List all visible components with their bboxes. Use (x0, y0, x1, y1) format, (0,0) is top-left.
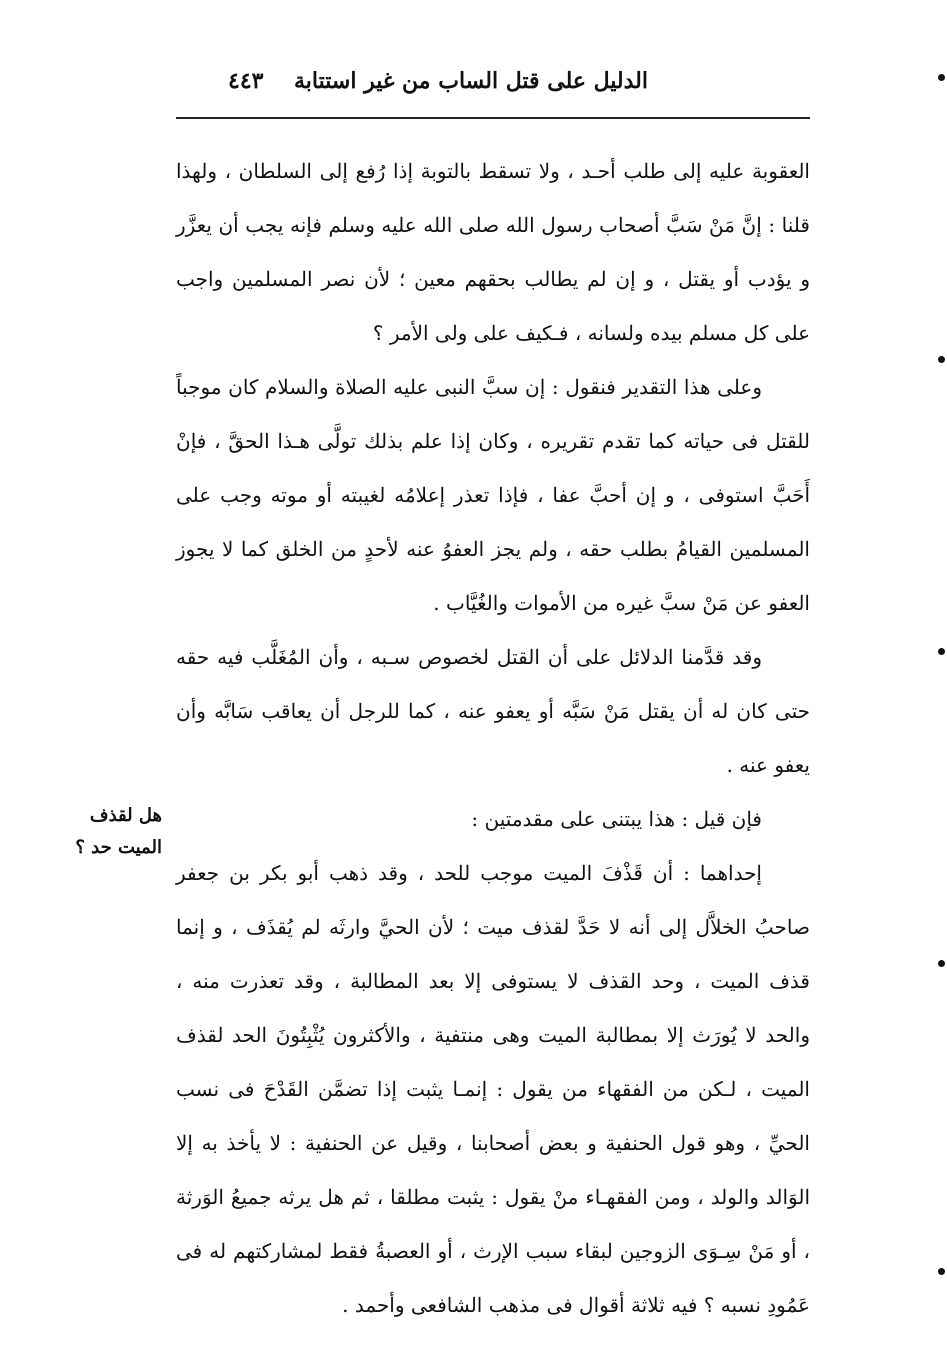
scan-edge-mark (938, 74, 945, 81)
scan-edge-mark (938, 1268, 945, 1275)
body-text (176, 144, 810, 1332)
scan-edge-mark (938, 960, 945, 967)
margin-note-line-2: الميت حد ؟ (75, 837, 162, 858)
header-rule (176, 117, 810, 119)
paragraph-2: وعلى هذا التقدير فنقول : إن سبَّ النبى عليه الصلاة والسلام كان موجباً للقتل فى حياته كما تقدم تقريره ، وكان إذا علم بذلك تولَّى هـذا الحقَّ ، فإنْ أَحَبَّ استوفى ، و إن أحبَّ عفا ، فإذا تعذر إعلامُه لغيبته أو موته وجب على المسلمين القيامُ بطلب حقه ، ولم يجز العفوُ عنه لأحدٍ من الخلق كما لا يجوز العفو عن مَنْ سبَّ غيره من الأموات والغُيَّاب . (176, 375, 810, 615)
scan-edge-mark (938, 648, 945, 655)
page-number: ٤٤٣ (228, 68, 264, 94)
margin-note-line-1: هل لقذف (89, 805, 162, 826)
scan-edge-mark (938, 356, 945, 363)
running-title: الدليل على قتل الساب من غير استتابة (294, 68, 648, 94)
margin-note (62, 800, 162, 864)
paragraph-4: فإن قيل : هذا يبتنى على مقدمتين : (471, 807, 762, 831)
paragraph-3: وقد قدَّمنا الدلائل على أن القتل لخصوص سـبه ، وأن المُغَلَّب فيه حقه حتى كان له أن يقتل مَنْ سَبَّه أو يعفو عنه ، كما للرجل أن يعاقب سَابَّه وأن يعفو عنه . (176, 645, 810, 777)
paragraph-5: إحداهما : أن قَذْفَ الميت موجب للحد ، وقد ذهب أبو بكر بن جعفر صاحبُ الخلاَّل إلى أنه لا حَدَّ لقذف ميت ؛ لأن الحيَّ وارثَه لم يُقذَف ، و إنما قذف الميت ، وحد القذف لا يستوفى إلا بعد المطالبة ، وقد تعذرت منه ، والحد لا يُورَث إلا بمطالبة الميت وهى منتفية ، والأكثرون يُثْبِتُونَ الحد لقذف الميت ، لـكن من الفقهاء من يقول : إنمـا يثبت إذا تضمَّن القَدْحَ فى نسب الحيِّ ، وهو قول الحنفية و بعض أصحابنا ، وقيل عن الحنفية : لا يأخذ به إلا الوَالد والولد ، ومن الفقهـاء منْ يقول : يثبت مطلقا ، ثم هل يرثه جميعُ الوَرثة ، أو مَنْ سِـوَى الزوجين لبقاء سبب الإرث ، أو العصبةُ فقط لمشاركتهم له فى عَمُودِ نسبه ؟ فيه ثلاثة أقوال فى مذهب الشافعى وأحمد . (176, 861, 810, 1317)
running-header (178, 58, 808, 110)
paragraph-1: العقوبة عليه إلى طلب أحـد ، ولا تسقط بالتوبة إذا رُفع إلى السلطان ، ولهذا قلنا : إنَّ مَنْ سَبَّ أصحاب رسول الله صلى الله عليه وسلم فإنه يجب أن يعزَّر و يؤدب أو يقتل ، و إن لم يطالب بحقهم معين ؛ لأن نصر المسلمين واجب على كل مسلم بيده ولسانه ، فـكيف على ولى الأمر ؟ (176, 159, 810, 345)
